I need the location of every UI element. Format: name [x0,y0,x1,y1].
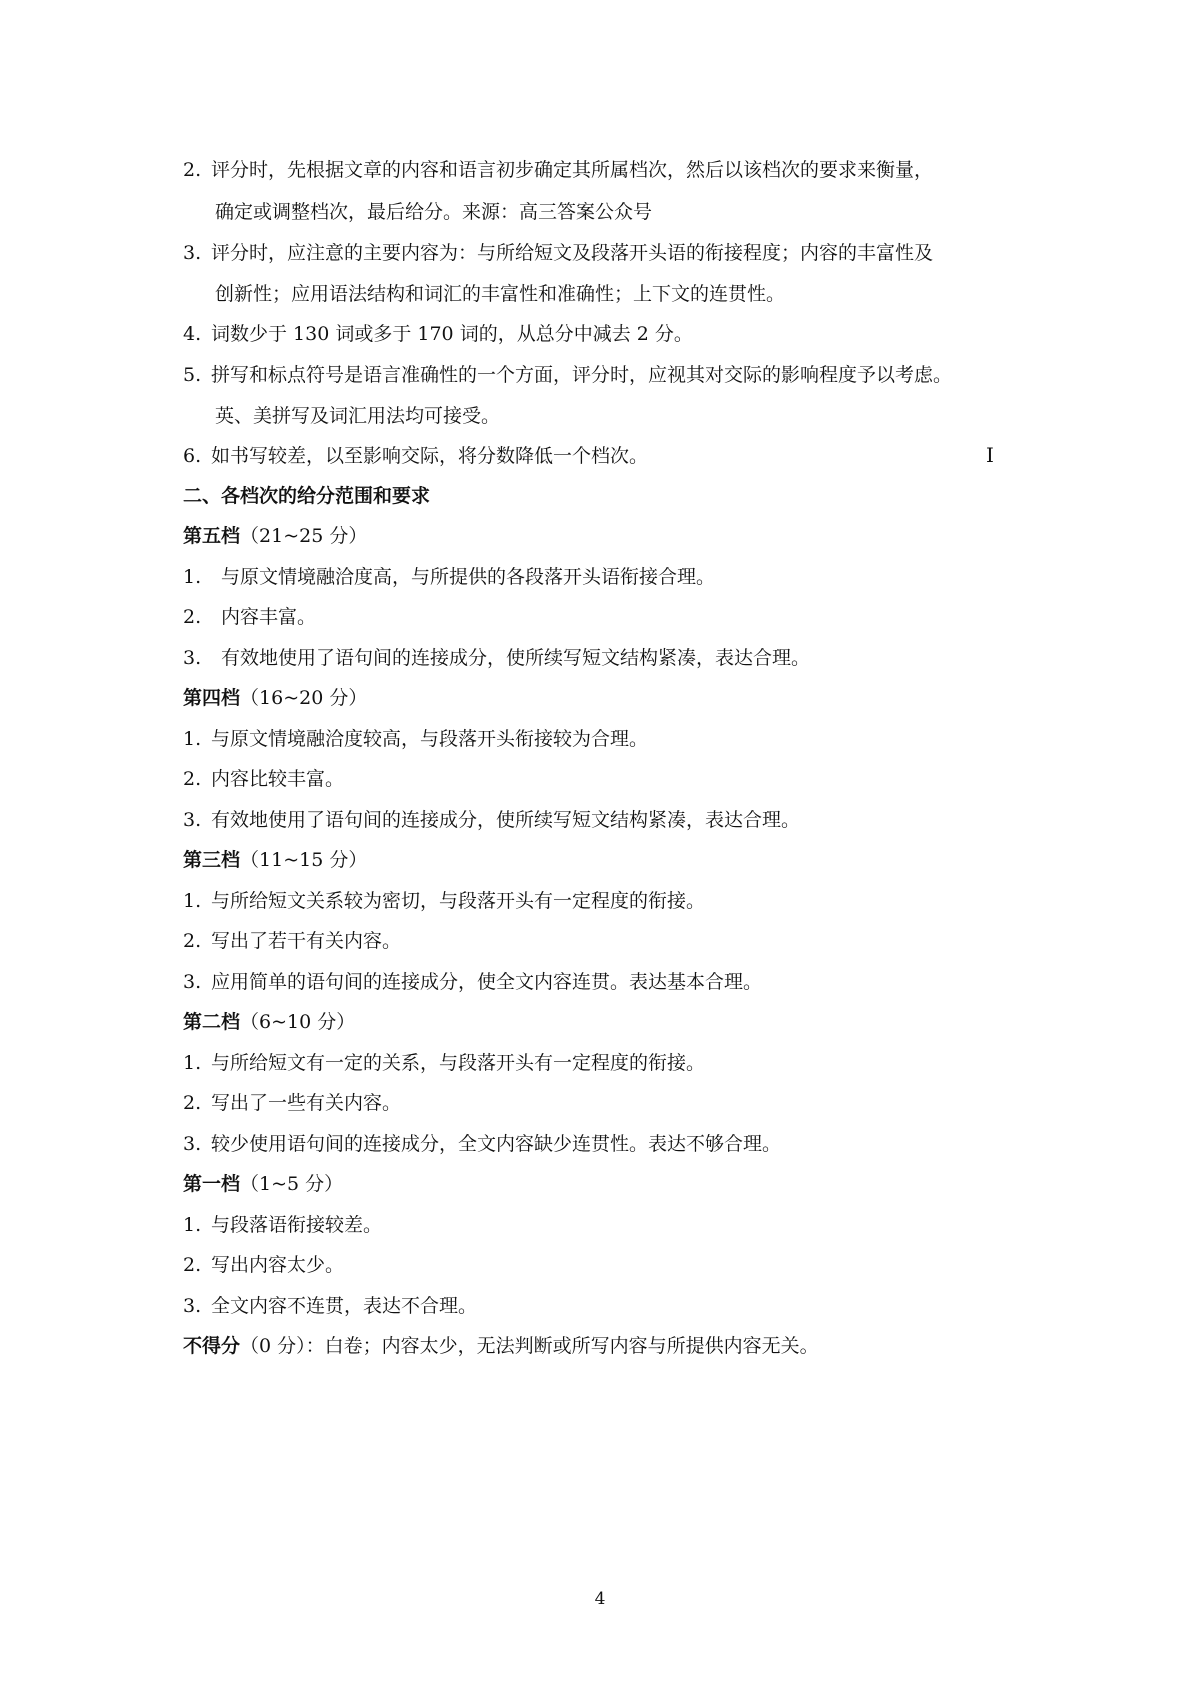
grade-2-heading: 第二档（6~10 分） [183,1011,356,1033]
grade-3-item-2: 2. 写出了若干有关内容。 [183,930,402,952]
grade-5-heading: 第五档（21~25 分） [183,525,368,547]
rule-2-continuation: 确定或调整档次，最后给分。来源：高三答案公众号 [215,201,653,223]
grade-4-item-3: 3. 有效地使用了语句间的连接成分，使所续写短文结构紧凑，表达合理。 [183,809,801,831]
grade-3-heading: 第三档（11~15 分） [183,849,368,871]
rule-3: 3. 评分时，应注意的主要内容为：与所给短文及段落开头语的衔接程度；内容的丰富性及 [183,242,934,264]
grade-5-item-3: 3. 有效地使用了语句间的连接成分，使所续写短文结构紧凑，表达合理。 [183,647,811,669]
rule-6: 6. 如书写较差，以至影响交际，将分数降低一个档次。 [183,445,649,467]
section-heading: 二、各档次的给分范围和要求 [183,485,431,507]
rule-2: 2. 评分时，先根据文章的内容和语言初步确定其所属档次，然后以该档次的要求来衡量， [183,159,934,181]
grade-5-item-1: 1. 与原文情境融洽度高，与所提供的各段落开头语衔接合理。 [183,566,716,588]
grade-1-item-1: 1. 与段落语衔接较差。 [183,1214,383,1236]
grade-5-item-2: 2. 内容丰富。 [183,606,317,628]
grade-4-item-1: 1. 与原文情境融洽度较高，与段落开头衔接较为合理。 [183,728,649,750]
page-number: 4 [594,1589,606,1609]
grade-2-item-1: 1. 与所给短文有一定的关系，与段落开头有一定程度的衔接。 [183,1052,706,1074]
grade-3-item-3: 3. 应用简单的语句间的连接成分，使全文内容连贯。表达基本合理。 [183,971,763,993]
grade-4-item-2: 2. 内容比较丰富。 [183,768,345,790]
rule-4: 4. 词数少于 130 词或多于 170 词的，从总分中减去 2 分。 [183,323,693,345]
text-cursor-glyph: I [986,443,994,467]
rule-3-continuation: 创新性；应用语法结构和词汇的丰富性和准确性；上下文的连贯性。 [215,283,786,305]
rule-5: 5. 拼写和标点符号是语言准确性的一个方面，评分时，应视其对交际的影响程度予以考虑。 [183,364,953,386]
rule-5-continuation: 英、美拼写及词汇用法均可接受。 [215,405,501,427]
grade-1-heading: 第一档（1~5 分） [183,1173,344,1195]
grade-4-heading: 第四档（16~20 分） [183,687,368,709]
zero-score-rule: 不得分（0 分）：白卷；内容太少，无法判断或所写内容与所提供内容无关。 [183,1335,819,1357]
grade-1-item-3: 3. 全文内容不连贯，表达不合理。 [183,1295,478,1317]
grade-2-item-2: 2. 写出了一些有关内容。 [183,1092,402,1114]
grade-1-item-2: 2. 写出内容太少。 [183,1254,345,1276]
grade-2-item-3: 3. 较少使用语句间的连接成分，全文内容缺少连贯性。表达不够合理。 [183,1133,782,1155]
grade-3-item-1: 1. 与所给短文关系较为密切，与段落开头有一定程度的衔接。 [183,890,706,912]
